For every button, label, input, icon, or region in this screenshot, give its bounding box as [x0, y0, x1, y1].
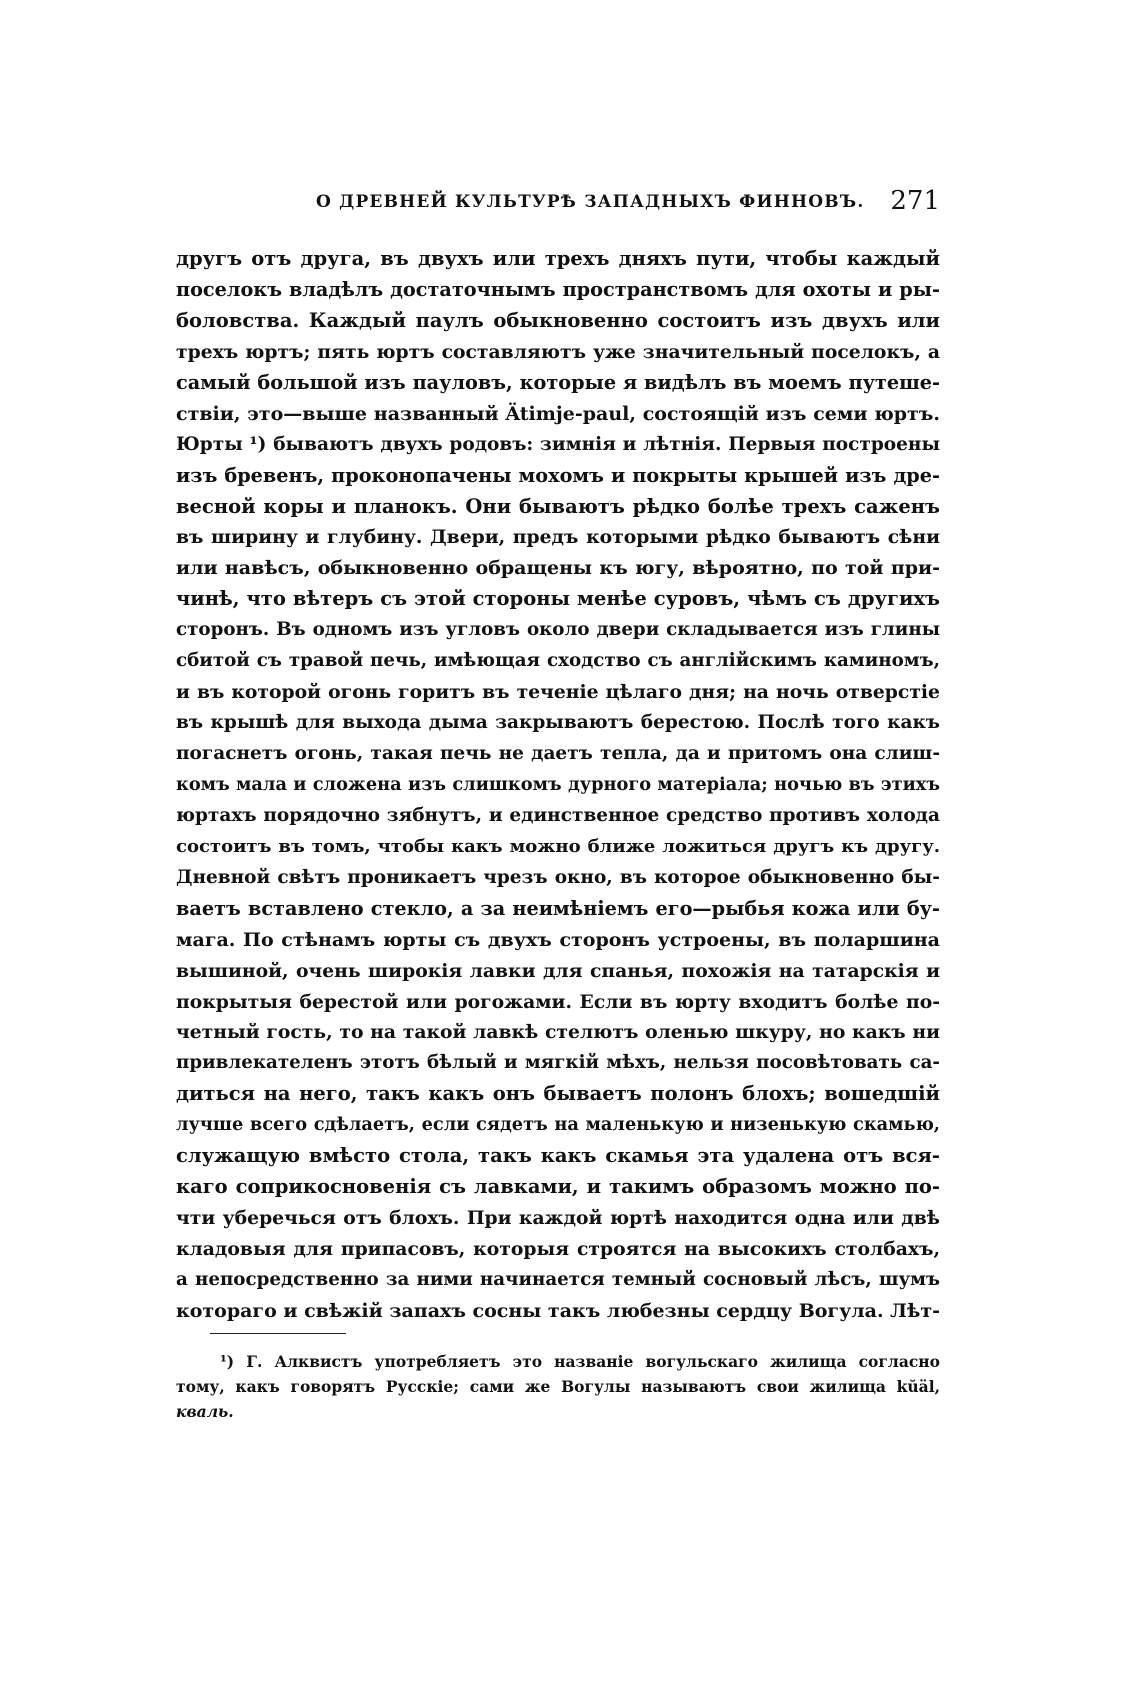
- text-line: чинѣ, что вѣтеръ съ этой стороны менѣе суровъ, чѣмъ съ другихъ: [176, 587, 940, 611]
- text-line: служащую вмѣсто стола, такъ какъ скамья эта удалена отъ вся-: [176, 1144, 940, 1168]
- text-line: состоитъ въ томъ, чтобы какъ можно ближе ложиться другъ къ другу.: [176, 835, 940, 857]
- text-line: самый большой изъ пауловъ, которые я видѣлъ въ моемъ путеше-: [176, 370, 940, 394]
- text-line: котораго и свѣжій запахъ сосны такъ любезны сердцу Вогула. Лѣт-: [176, 1299, 940, 1322]
- text-line: или навѣсъ, обыкновенно обращены къ югу, вѣроятно, по той при-: [176, 557, 940, 580]
- running-title: О ДРЕВНЕЙ КУЛЬТУРѢ ЗАПАДНЫХЪ ФИННОВЪ.: [316, 192, 865, 212]
- text-line: вышиной, очень широкія лавки для спанья, похожія на татарскія и: [176, 959, 940, 982]
- body-text: [176, 244, 940, 1327]
- text-line: поселокъ владѣлъ достаточнымъ пространствомъ для охоты и ры-: [176, 277, 940, 301]
- footnote-separator: [210, 1333, 346, 1334]
- text-line: Дневной свѣтъ проникаетъ чрезъ окно, въ которое обыкновенно бы-: [176, 866, 940, 888]
- text-line: и въ которой огонь горитъ въ теченіе цѣлаго дня; на ночь отверстіе: [176, 681, 940, 704]
- text-line: другъ отъ друга, въ двухъ или трехъ дняхъ пути, чтобы каждый: [176, 247, 940, 270]
- text-line: въ крышѣ для выхода дыма закрываютъ берестою. Послѣ того какъ: [176, 712, 940, 734]
- text-line: изъ бревенъ, проконопачены мохомъ и покрыты крышей изъ дре-: [176, 463, 940, 487]
- text-line: комъ мала и сложена изъ слишкомъ дурного матеріала; ночью въ этихъ: [176, 773, 940, 795]
- footnote-line: кваль.: [176, 1402, 234, 1421]
- text-line: лучше всего сдѣлаетъ, если сядетъ на маленькую и низенькую скамью,: [176, 1114, 940, 1136]
- footnote-line: ¹) Г. Алквистъ употребляетъ это названіе вогульскаго жилища согласно: [220, 1352, 940, 1371]
- text-line: боловства. Каждый паулъ обыкновенно состоитъ изъ двухъ или: [176, 308, 940, 332]
- text-line: ствіи, это—выше названный Ätimje-paul, состоящій изъ семи юртъ.: [176, 402, 940, 425]
- text-line: сбитой съ травой печь, имѣющая сходство съ англійскимъ каминомъ,: [176, 650, 940, 672]
- footnote-line: тому, какъ говорятъ Русскіе; сами же Вогулы называютъ свои жилища kŭäl,: [176, 1377, 940, 1396]
- page-number: 271: [890, 186, 940, 216]
- text-line: сторонъ. Въ одномъ изъ угловъ около двери складывается изъ глины: [176, 619, 940, 641]
- text-line: Юрты ¹) бываютъ двухъ родовъ: зимнія и лѣтнія. Первыя построены: [176, 433, 940, 455]
- text-line: весной коры и планокъ. Они бываютъ рѣдко болѣе трехъ саженъ: [176, 494, 940, 518]
- text-line: въ ширину и глубину. Двери, предъ которыми рѣдко бываютъ сѣни: [176, 526, 940, 549]
- running-head: [176, 186, 940, 226]
- text-line: трехъ юртъ; пять юртъ составляютъ уже значительный поселокъ, а: [176, 340, 940, 363]
- text-line: привлекателенъ этотъ бѣлый и мягкій мѣхъ, нельзя посовѣтовать са-: [176, 1052, 940, 1074]
- text-line: кладовыя для припасовъ, которыя строятся на высокихъ столбахъ,: [176, 1238, 940, 1260]
- text-line: каго соприкосновенія съ лавками, и такимъ образомъ можно по-: [176, 1175, 940, 1199]
- text-line: мага. По стѣнамъ юрты съ двухъ сторонъ устроены, въ поларшина: [176, 928, 940, 951]
- text-line: чти уберечься отъ блохъ. При каждой юртѣ находится одна или двѣ: [176, 1207, 940, 1230]
- text-line: погаснетъ огонь, такая печь не даетъ тепла, да и притомъ она слиш-: [176, 743, 940, 764]
- text-line: ваетъ вставлено стекло, а за неимѣніемъ его—рыбья кожа или бу-: [176, 896, 940, 920]
- text-line: четный гость, то на такой лавкѣ стелютъ оленью шкуру, но какъ ни: [176, 1021, 940, 1044]
- text-line: юртахъ порядочно зябнутъ, и единственное средство противъ холода: [176, 804, 940, 826]
- text-line: покрытыя берестой или рогожами. Если въ юрту входитъ болѣе по-: [176, 990, 940, 1013]
- text-line: а непосредственно за ними начинается темный сосновый лѣсъ, шумъ: [176, 1268, 940, 1290]
- footnote: [176, 1349, 940, 1424]
- text-line: диться на него, такъ какъ онъ бываетъ полонъ блохъ; вошедшій: [176, 1082, 940, 1106]
